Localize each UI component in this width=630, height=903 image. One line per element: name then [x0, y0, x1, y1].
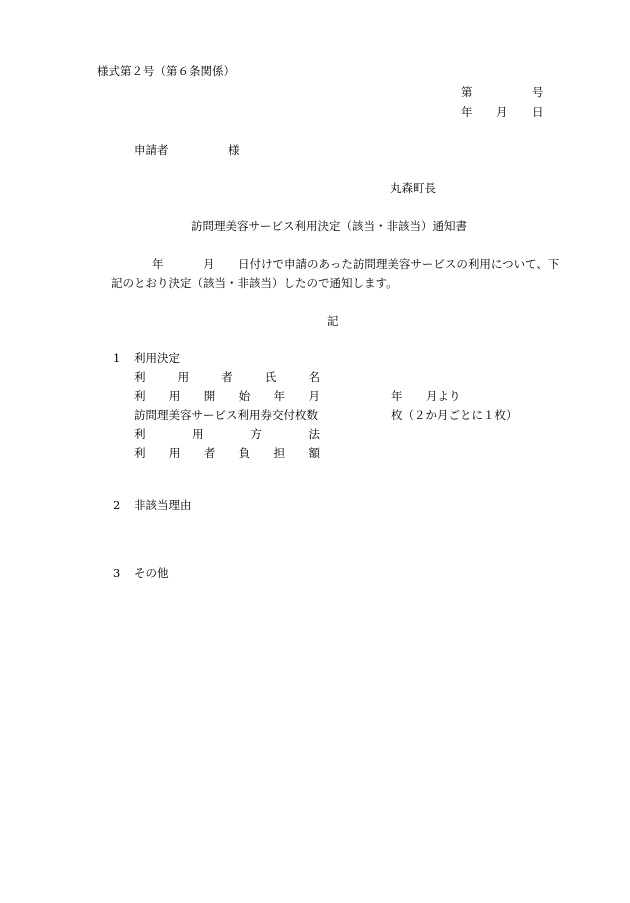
issuer: 丸森町長: [390, 181, 436, 195]
document-title: 訪問理美容サービス利用決定（該当・非該当）通知書: [191, 219, 467, 233]
addressee-label: 申請者: [134, 143, 169, 157]
body-line1-rest: 日付けで申請のあった訪問理美容サービスの利用について、下: [238, 257, 560, 271]
body-month: 月: [203, 257, 215, 271]
date-year: 年: [461, 105, 473, 119]
body-year: 年: [152, 257, 164, 271]
section-1-title: 利用決定: [134, 351, 180, 365]
section-2-title: 非該当理由: [134, 498, 192, 512]
section-3-title: その他: [134, 566, 169, 580]
number-prefix: 第: [461, 85, 473, 99]
date-day: 日: [532, 105, 544, 119]
section-2-number: 2: [113, 498, 121, 512]
item-user-name-label: 利 用 者 氏 名: [134, 370, 320, 384]
item-start-date-label: 利 用 開 始 年 月: [134, 389, 320, 403]
body-line2: 記のとおり決定（該当・非該当）したので通知します。: [111, 276, 398, 290]
ki-heading: 記: [327, 314, 339, 328]
item-voucher-count-label: 訪問理美容サービス利用券交付枚数: [134, 408, 318, 422]
item-burden-label: 利 用 者 負 担 額: [134, 446, 320, 460]
item-method-label: 利 用 方 法: [134, 427, 320, 441]
start-year: 年: [391, 389, 403, 403]
voucher-value: 枚（２か月ごとに１枚）: [391, 408, 518, 422]
start-month: 月より: [426, 389, 461, 403]
section-1-number: 1: [113, 351, 121, 365]
number-suffix: 号: [532, 85, 544, 99]
form-label: 様式第２号（第６条関係）: [97, 64, 235, 78]
date-month: 月: [496, 105, 508, 119]
section-3-number: 3: [113, 566, 121, 580]
addressee-honorific: 様: [228, 143, 240, 157]
